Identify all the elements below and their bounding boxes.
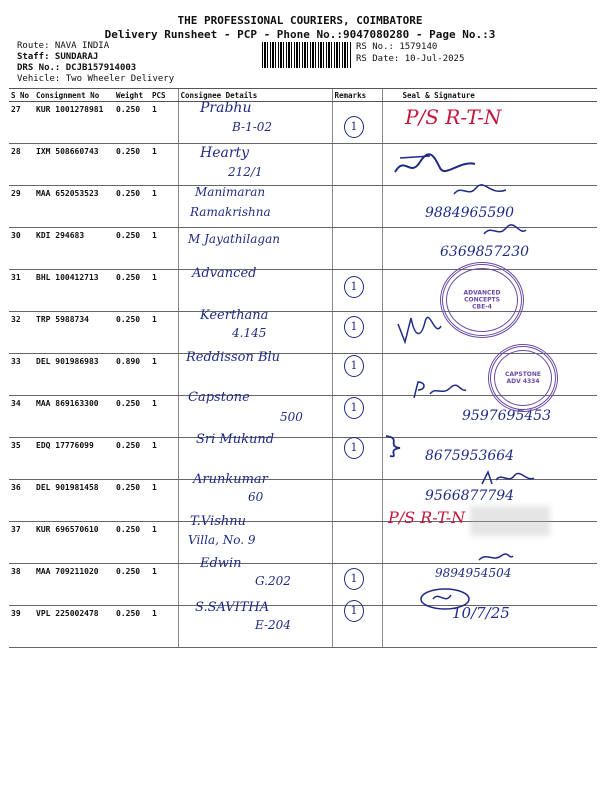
remark-circle-mark: 1 [344, 600, 364, 622]
handwritten-consignee: 4.145 [232, 326, 267, 340]
handwritten-phone: 9597695453 [462, 408, 552, 424]
signature-scribble [478, 468, 538, 488]
col-header-pcs: PCS [150, 89, 178, 102]
signature-scribble [390, 150, 480, 180]
table-row: 35 EDQ 17776099 0.250 1 [9, 438, 597, 480]
vehicle-label: Vehicle: Two Wheeler Delivery [17, 74, 175, 84]
handwritten-consignee: E-204 [255, 618, 291, 632]
table-row: 33 DEL 901986983 0.890 1 [9, 354, 597, 396]
staff-label: Staff: SUNDARAJ [17, 52, 99, 62]
col-header-weight: Weight [114, 89, 150, 102]
handwritten-consignee: Capstone [188, 390, 250, 405]
handwritten-consignee: 60 [248, 490, 264, 504]
table-row: 28 IXM 508660743 0.250 1 [9, 144, 597, 186]
table-row: 36 DEL 901981458 0.250 1 [9, 480, 597, 522]
table-row: 31 BHL 100412713 0.250 1 [9, 270, 597, 312]
signature-scribble [380, 430, 410, 460]
handwritten-consignee: T.Vishnu [190, 514, 246, 529]
handwritten-consignee: Manimaran [195, 185, 266, 199]
signature-scribble [480, 222, 530, 240]
signature-scribble [450, 182, 510, 200]
handwritten-consignee: Hearty [200, 145, 250, 161]
handwritten-consignee: Edwin [200, 556, 242, 571]
handwritten-consignee: S.SAVITHA [195, 600, 270, 615]
col-header-remarks: Remarks [332, 89, 382, 102]
signature-scribble [395, 312, 445, 346]
handwritten-consignee: G.202 [255, 574, 291, 588]
advanced-concepts-stamp: ADVANCED CONCEPTS CBE-4 [440, 262, 524, 338]
handwritten-consignee: Advanced [192, 266, 257, 281]
handwritten-consignee: Prabhu [200, 100, 252, 116]
col-header-signature: Seal & Signature [382, 89, 597, 102]
remark-circle-mark: 1 [344, 116, 364, 138]
col-header-sno: S No [9, 89, 34, 102]
table-row: 30 KDI 294683 0.250 1 [9, 228, 597, 270]
table-row: 39 VPL 225002478 0.250 1 [9, 606, 597, 648]
signature-scribble [475, 550, 515, 564]
table-row: 34 MAA 869163300 0.250 1 [9, 396, 597, 438]
barcode [262, 42, 352, 68]
handwritten-phone: 9884965590 [425, 205, 515, 221]
table-row: 27 KUR 1001278981 0.250 1 [9, 102, 597, 144]
runsheet-subtitle: Delivery Runsheet - PCP - Phone No.:9047080280 - Page No.:3 [104, 28, 496, 41]
handwritten-phone: 6369857230 [440, 244, 530, 260]
table-row: 32 TRP 5988734 0.250 1 [9, 312, 597, 354]
handwritten-consignee: Arunkumar [193, 472, 268, 487]
remark-circle-mark: 1 [344, 355, 364, 377]
remark-circle-mark: 1 [344, 276, 364, 298]
col-header-consignment: Consignment No [34, 89, 114, 102]
remark-circle-mark: 1 [344, 316, 364, 338]
handwritten-phone: 9566877794 [425, 488, 515, 504]
route-label: Route: NAVA INDIA [17, 41, 110, 51]
handwritten-phone: 9894954504 [435, 566, 512, 580]
company-title: THE PROFESSIONAL COURIERS, COIMBATORE [177, 14, 423, 27]
remark-circle-mark: 1 [344, 397, 364, 419]
red-return-mark: P/S R-T-N [405, 105, 502, 129]
capstone-stamp: CAPSTONE ADV 4334 [488, 344, 558, 412]
handwritten-consignee: Ramakrishna [190, 205, 271, 219]
blurred-region [470, 506, 550, 536]
handwritten-consignee: 212/1 [228, 165, 263, 179]
rs-date: RS Date: 10-Jul-2025 [356, 54, 465, 64]
red-return-mark: P/S R-T-N [388, 508, 466, 527]
handwritten-consignee: M Jayathilagan [188, 232, 280, 246]
handwritten-consignee: B-1-02 [232, 120, 273, 134]
handwritten-phone: 8675953664 [425, 448, 515, 464]
drs-number: DRS No.: DCJB157914003 [17, 63, 137, 73]
table-row: 38 MAA 709211020 0.250 1 [9, 564, 597, 606]
remark-circle-mark: 1 [344, 568, 364, 590]
signature-scribble [410, 378, 470, 402]
remark-circle-mark: 1 [344, 437, 364, 459]
handwritten-consignee: Sri Mukund [196, 432, 275, 447]
col-header-consignee: Consignee Details [178, 89, 332, 102]
table-row: 29 MAA 652053523 0.250 1 [9, 186, 597, 228]
handwritten-consignee: Reddisson Blu [186, 350, 281, 365]
handwritten-date: 10/7/25 [452, 604, 510, 622]
handwritten-consignee: 500 [280, 410, 303, 424]
handwritten-consignee: Villa, No. 9 [188, 533, 256, 547]
table-header-row [9, 89, 597, 102]
handwritten-consignee: Keerthana [200, 308, 269, 323]
rs-number: RS No.: 1579140 [356, 42, 438, 52]
table-row: 37 KUR 696570610 0.250 1 [9, 522, 597, 564]
